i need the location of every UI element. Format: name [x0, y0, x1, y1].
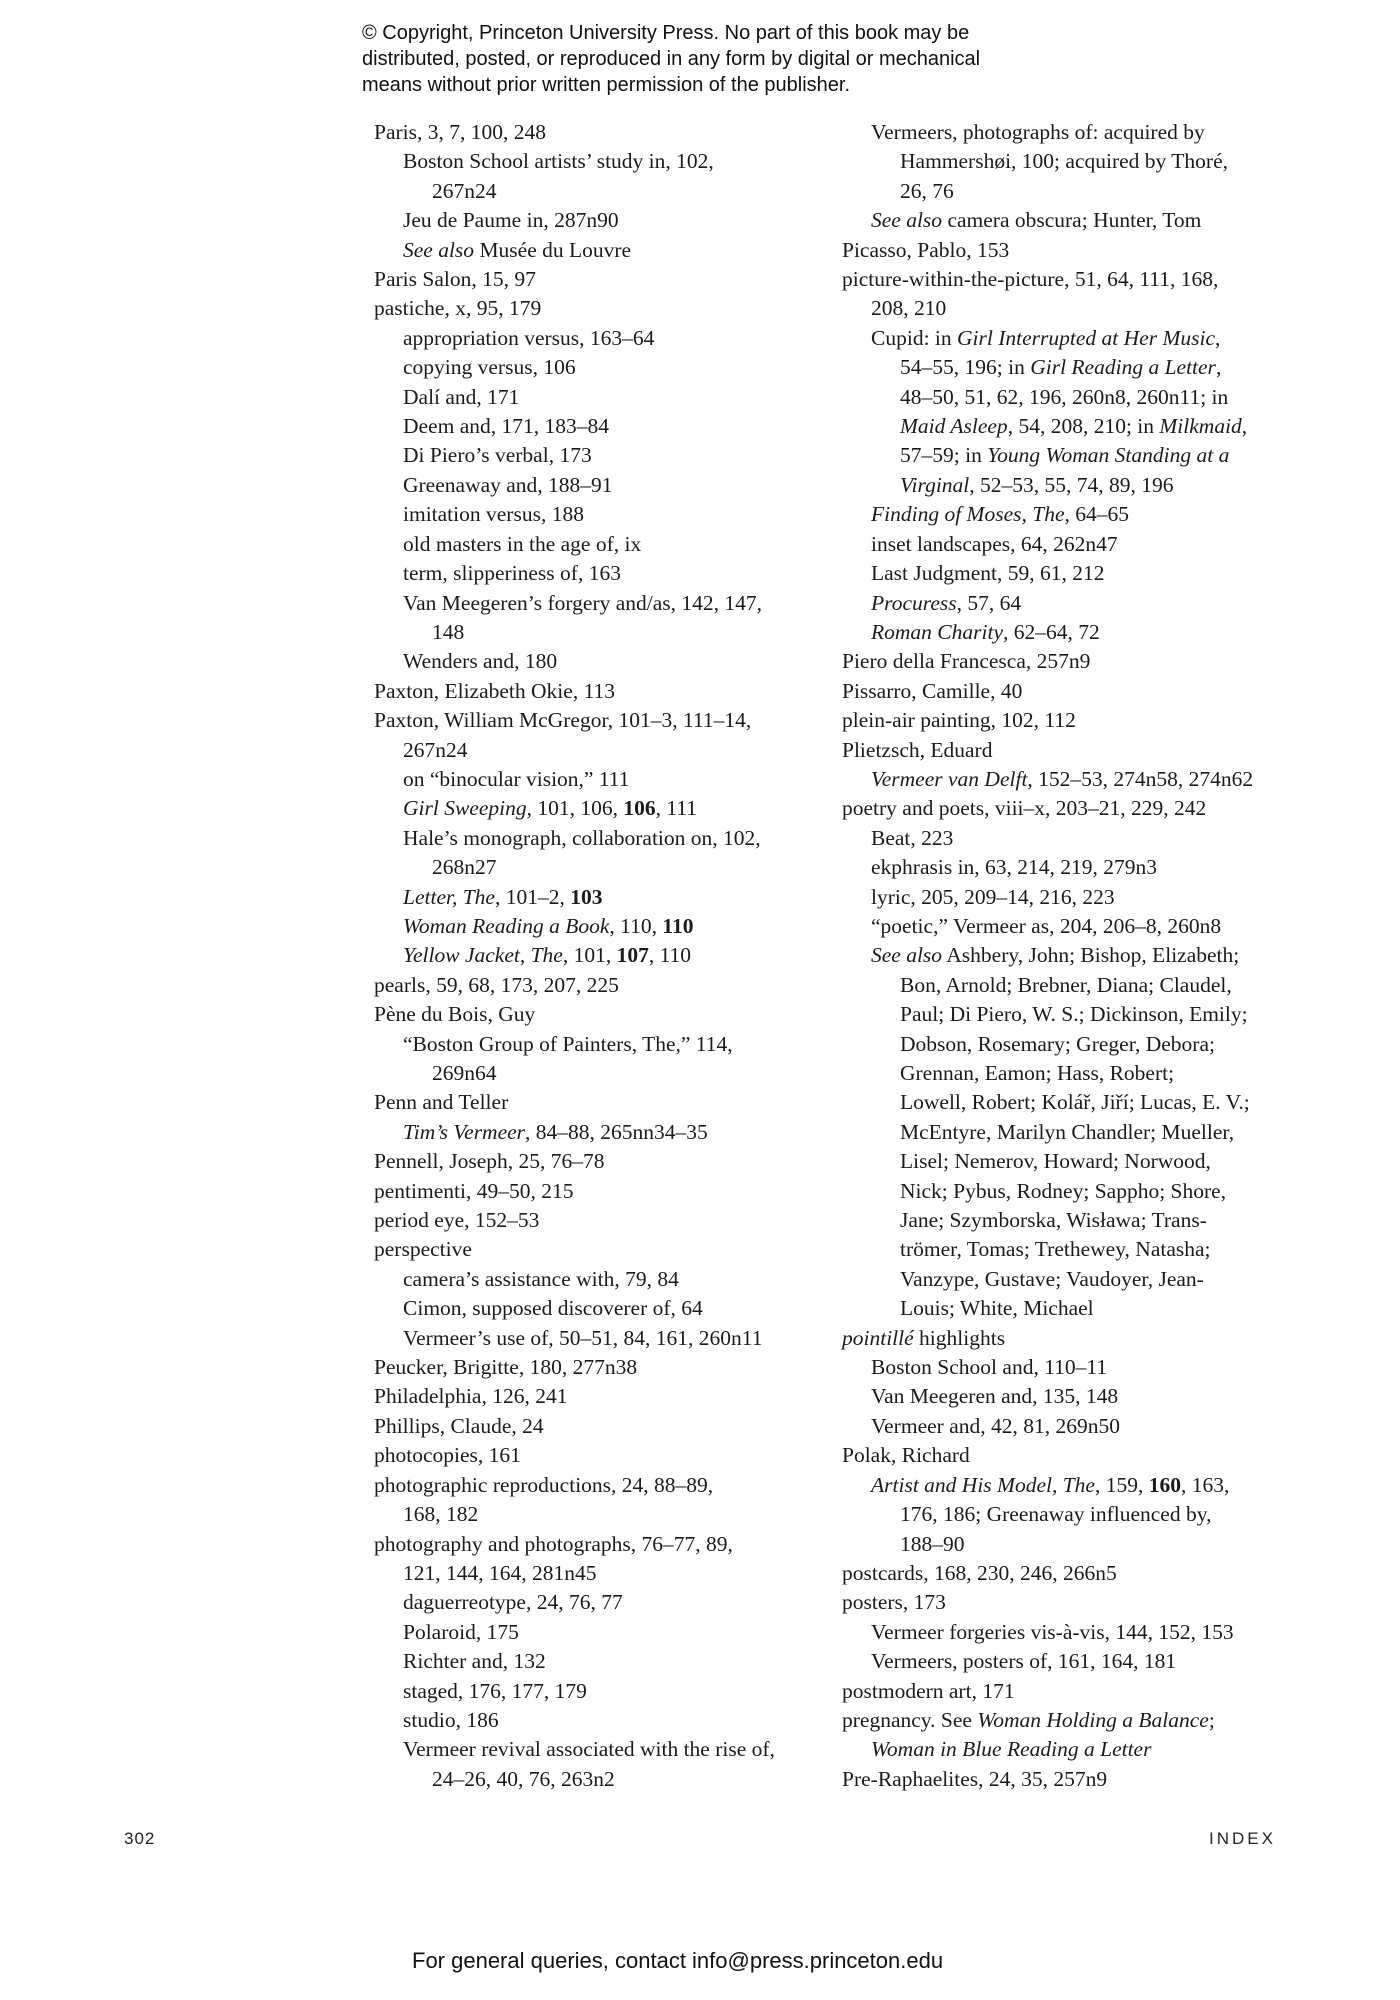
index-entry: [842, 1706, 1302, 1765]
entry-text: , 62–64, 72: [1002, 619, 1100, 644]
entry-continuation: [374, 736, 814, 765]
entry-text: trömer, Tomas; Trethewey, Natasha;: [900, 1237, 1211, 1262]
entry-text: Picasso, Pablo, 153: [842, 237, 1010, 262]
entry-text: Wenders and, 180: [403, 649, 558, 674]
index-entry: [374, 1000, 814, 1029]
entry-text: Di Piero’s verbal, 173: [403, 443, 592, 468]
entry-continuation: [871, 147, 1302, 176]
index-subentry: [842, 324, 1302, 500]
entry-text: Hammershøi, 100; acquired by Thoré,: [900, 149, 1228, 174]
entry-text: postcards, 168, 230, 246, 266n5: [842, 1560, 1117, 1585]
index-entry: [374, 1177, 814, 1206]
entry-text: ,: [1214, 325, 1221, 350]
entry-text: Jeu de Paume in, 287n90: [403, 208, 619, 233]
entry-text: Piero della Francesca, 257n9: [842, 649, 1091, 674]
entry-continuation: [403, 177, 814, 206]
entry-text: Deem and, 171, 183–84: [403, 414, 610, 439]
entry-continuation: [871, 1118, 1302, 1147]
index-subentry: [374, 383, 814, 412]
index-entry: [842, 1765, 1302, 1794]
index-subentry: [842, 824, 1302, 853]
bold-page-ref: 106: [623, 796, 656, 821]
entry-text: appropriation versus, 163–64: [403, 325, 655, 350]
entry-text: imitation versus, 188: [403, 502, 584, 527]
index-subentry: [842, 853, 1302, 882]
italic-title: See also: [871, 208, 943, 233]
entry-text: Cupid: in: [871, 325, 958, 350]
index-subentry: [374, 1265, 814, 1294]
index-entry: [374, 1147, 814, 1176]
index-entry: [374, 1471, 814, 1530]
bold-page-ref: 107: [616, 943, 649, 968]
entry-text: Dalí and, 171: [403, 384, 520, 409]
entry-text: Vermeer and, 42, 81, 269n50: [871, 1413, 1120, 1438]
entry-continuation: [871, 1088, 1302, 1117]
entry-text: poetry and poets, viii–x, 203–21, 229, 242: [842, 796, 1207, 821]
entry-text: 121, 144, 164, 281n45: [403, 1560, 597, 1585]
entry-continuation: [374, 1559, 814, 1588]
index-entry: [374, 1206, 814, 1235]
entry-text: Boston School artists’ study in, 102,: [403, 149, 714, 174]
index-entry: [842, 677, 1302, 706]
bold-page-ref: 160: [1148, 1472, 1181, 1497]
copyright-notice: [362, 20, 1082, 98]
entry-text: 26, 76: [900, 178, 954, 203]
entry-text: Pène du Bois, Guy: [374, 1002, 536, 1027]
italic-title: Woman Reading a Book: [403, 913, 610, 938]
entry-continuation: [403, 618, 814, 647]
entry-text: Hale’s monograph, collaboration on, 102,: [403, 825, 761, 850]
entry-text: Richter and, 132: [403, 1649, 546, 1674]
entry-continuation: [842, 294, 1302, 323]
entry-text: Pennell, Joseph, 25, 76–78: [374, 1149, 605, 1174]
entry-text: perspective: [374, 1237, 472, 1262]
entry-continuation: [842, 1735, 1302, 1764]
entry-text: , 101,: [562, 943, 617, 968]
index-entry: [374, 677, 814, 706]
index-entry: [842, 265, 1302, 324]
entry-continuation: [871, 441, 1302, 470]
index-entry: [374, 1441, 814, 1470]
italic-title: Vermeer van Delft: [871, 766, 1028, 791]
entry-continuation: [871, 1206, 1302, 1235]
entry-text: , 101, 106,: [526, 796, 624, 821]
entry-text: plein-air painting, 102, 112: [842, 708, 1076, 733]
entry-text: Vermeer revival associated with the rise of,: [403, 1737, 775, 1762]
entry-text: ,: [1241, 414, 1248, 439]
index-entry: [842, 1559, 1302, 1588]
entry-text: , 52–53, 55, 74, 89, 196: [969, 472, 1174, 497]
index-subentry: [374, 500, 814, 529]
entry-text: Phillips, Claude, 24: [374, 1413, 544, 1438]
index-entry: [842, 794, 1302, 823]
italic-title: Yellow Jacket, The: [403, 943, 563, 968]
italic-title: Maid Asleep: [900, 414, 1008, 439]
entry-text: highlights: [913, 1325, 1006, 1350]
entry-text: Polaroid, 175: [403, 1619, 519, 1644]
index-subentry: [374, 765, 814, 794]
entry-text: Boston School and, 110–11: [871, 1355, 1108, 1380]
entry-text: “poetic,” Vermeer as, 204, 206–8, 260n8: [871, 913, 1222, 938]
index-subentry: [374, 1618, 814, 1647]
entry-text: Van Meegeren’s forgery and/as, 142, 147,: [403, 590, 763, 615]
entry-continuation: [871, 1030, 1302, 1059]
index-entry: [842, 1677, 1302, 1706]
index-subentry: [374, 1706, 814, 1735]
index-entry: [374, 294, 814, 323]
index-subentry: [842, 1471, 1302, 1559]
entry-continuation: [871, 1530, 1302, 1559]
index-subentry: [374, 1324, 814, 1353]
index-entry: [842, 1441, 1302, 1470]
italic-title: See also: [403, 237, 475, 262]
index-subentry: [842, 1647, 1302, 1676]
entry-text: pearls, 59, 68, 173, 207, 225: [374, 972, 619, 997]
entry-text: term, slipperiness of, 163: [403, 561, 621, 586]
index-entry: [374, 971, 814, 1000]
entry-text: Paxton, Elizabeth Okie, 113: [374, 678, 616, 703]
entry-continuation: [871, 412, 1302, 441]
entry-text: Beat, 223: [871, 825, 954, 850]
entry-text: 54–55, 196; in: [900, 355, 1031, 380]
italic-title: Artist and His Model, The: [871, 1472, 1095, 1497]
index-subentry: [842, 765, 1302, 794]
entry-text: 176, 186; Greenaway influenced by,: [900, 1502, 1212, 1527]
bold-page-ref: 110: [662, 913, 694, 938]
entry-text: Jane; Szymborska, Wisława; Trans-: [900, 1208, 1207, 1233]
entry-text: Paris Salon, 15, 97: [374, 267, 536, 292]
index-subentry: [374, 883, 814, 912]
index-entry: [374, 706, 814, 765]
entry-continuation: [871, 353, 1302, 382]
entry-text: Paris, 3, 7, 100, 248: [374, 120, 546, 144]
entry-text: Cimon, supposed discoverer of, 64: [403, 1296, 703, 1321]
entry-text: 188–90: [900, 1531, 965, 1556]
entry-continuation: [403, 1765, 814, 1794]
entry-text: McEntyre, Marilyn Chandler; Mueller,: [900, 1119, 1235, 1144]
italic-title: Woman in Blue Reading a Letter: [871, 1737, 1152, 1762]
entry-text: Vermeers, photographs of: acquired by: [871, 120, 1205, 144]
italic-title: Virginal: [900, 472, 970, 497]
entry-text: , 57, 64: [956, 590, 1022, 615]
entry-text: Louis; White, Michael: [900, 1296, 1094, 1321]
index-subentry: [842, 118, 1302, 206]
entry-text: 267n24: [403, 737, 468, 762]
italic-title: Girl Reading a Letter: [1030, 355, 1216, 380]
entry-text: 267n24: [432, 178, 497, 203]
entry-continuation: [871, 471, 1302, 500]
entry-text: Lowell, Robert; Kolář, Jiří; Lucas, E. V.;: [900, 1090, 1250, 1115]
index-entry: [374, 118, 814, 147]
entry-continuation: [403, 1059, 814, 1088]
index-subentry: [374, 941, 814, 970]
entry-text: inset landscapes, 64, 262n47: [871, 531, 1118, 556]
entry-text: old masters in the age of, ix: [403, 531, 642, 556]
entry-continuation: [374, 1500, 814, 1529]
entry-continuation: [403, 853, 814, 882]
entry-text: , 159,: [1094, 1472, 1149, 1497]
entry-text: Plietzsch, Eduard: [842, 737, 993, 762]
index-entry: [842, 1324, 1302, 1353]
index-subentry: [842, 206, 1302, 235]
index-subentry: [842, 1412, 1302, 1441]
copyright-line: distributed, posted, or reproduced in any form by digital or mechanical: [362, 48, 981, 70]
entry-text: pentimenti, 49–50, 215: [374, 1178, 574, 1203]
entry-text: photography and photographs, 76–77, 89,: [374, 1531, 733, 1556]
entry-text: Dobson, Rosemary; Greger, Debora;: [900, 1031, 1215, 1056]
bold-page-ref: 103: [570, 884, 603, 909]
copyright-line: means without prior written permission of the publisher.: [362, 74, 851, 96]
index-entry: [374, 1412, 814, 1441]
index-subentry: [842, 618, 1302, 647]
index-subentry: [374, 147, 814, 206]
copyright-line: © Copyright, Princeton University Press. No part of this book may be: [362, 22, 970, 44]
index-entry: [374, 1353, 814, 1382]
entry-text: photocopies, 161: [374, 1443, 521, 1468]
entry-text: Last Judgment, 59, 61, 212: [871, 561, 1105, 586]
index-subentry: [374, 1735, 814, 1794]
entry-continuation: [871, 1294, 1302, 1323]
entry-text: 24–26, 40, 76, 263n2: [432, 1766, 615, 1791]
entry-text: camera’s assistance with, 79, 84: [403, 1266, 679, 1291]
entry-text: camera obscura; Hunter, Tom: [942, 208, 1202, 233]
index-subentry: [374, 589, 814, 648]
entry-text: ekphrasis in, 63, 214, 219, 279n3: [871, 855, 1158, 880]
index-subentry: [374, 647, 814, 676]
entry-text: period eye, 152–53: [374, 1208, 540, 1233]
entry-text: Pre-Raphaelites, 24, 35, 257n9: [842, 1766, 1108, 1791]
entry-text: Musée du Louvre: [474, 237, 632, 262]
entry-text: ,: [1215, 355, 1222, 380]
index-entry: [842, 236, 1302, 265]
index-subentry: [374, 206, 814, 235]
entry-text: “Boston Group of Painters, The,” 114,: [403, 1031, 733, 1056]
entry-text: 48–50, 51, 62, 196, 260n8, 260n11; in: [900, 384, 1229, 409]
page-number: 302: [124, 1829, 156, 1848]
entry-text: 148: [432, 619, 465, 644]
italic-title: Young Woman Standing at a: [987, 443, 1230, 468]
entry-text: Bon, Arnold; Brebner, Diana; Claudel,: [900, 972, 1232, 997]
entry-text: Paul; Di Piero, W. S.; Dickinson, Emily;: [900, 1002, 1248, 1027]
index-subentry: [374, 353, 814, 382]
index-subentry: [842, 1353, 1302, 1382]
index-subentry: [842, 941, 1302, 1323]
index-subentry: [374, 236, 814, 265]
entry-text: pregnancy. See: [842, 1707, 978, 1732]
index-subentry: [842, 559, 1302, 588]
index-subentry: [374, 471, 814, 500]
index-subentry: [374, 1294, 814, 1323]
index-entry: [842, 706, 1302, 735]
index-subentry: [374, 794, 814, 823]
entry-text: Penn and Teller: [374, 1090, 509, 1115]
entry-continuation: [871, 177, 1302, 206]
index-subentry: [374, 1118, 814, 1147]
entry-text: Greenaway and, 188–91: [403, 472, 613, 497]
entry-text: Vanzype, Gustave; Vaudoyer, Jean-: [900, 1266, 1204, 1291]
entry-text: Pissarro, Camille, 40: [842, 678, 1023, 703]
entry-text: studio, 186: [403, 1707, 499, 1732]
index-subentry: [842, 1618, 1302, 1647]
entry-text: copying versus, 106: [403, 355, 576, 380]
index-subentry: [374, 824, 814, 883]
italic-title: Finding of Moses, The: [871, 502, 1065, 527]
italic-title: Woman Holding a Balance: [977, 1707, 1209, 1732]
entry-text: 268n27: [432, 855, 497, 880]
entry-text: picture-within-the-picture, 51, 64, 111, 168,: [842, 267, 1219, 292]
entry-text: Grennan, Eamon; Hass, Robert;: [900, 1061, 1175, 1085]
entry-text: Philadelphia, 126, 241: [374, 1384, 568, 1409]
entry-text: Peucker, Brigitte, 180, 277n38: [374, 1355, 638, 1380]
italic-title: Girl Interrupted at Her Music: [957, 325, 1215, 350]
index-entry: [842, 736, 1302, 765]
entry-text: photographic reproductions, 24, 88–89,: [374, 1472, 714, 1497]
entry-text: 269n64: [432, 1061, 497, 1085]
entry-text: Vermeers, posters of, 161, 164, 181: [871, 1649, 1177, 1674]
index-column-right: [842, 118, 1302, 1794]
entry-text: , 54, 208, 210; in: [1007, 414, 1160, 439]
index-subentry: [842, 500, 1302, 529]
entry-text: on “binocular vision,” 111: [403, 766, 630, 791]
italic-title: Procuress: [871, 590, 957, 615]
index-subentry: [374, 324, 814, 353]
index-subentry: [374, 559, 814, 588]
entry-text: 208, 210: [871, 296, 947, 321]
entry-continuation: [871, 1235, 1302, 1264]
entry-continuation: [871, 1177, 1302, 1206]
entry-text: ;: [1208, 1707, 1215, 1732]
entry-text: staged, 176, 177, 179: [403, 1678, 587, 1703]
entry-text: pastiche, x, 95, 179: [374, 296, 542, 321]
entry-text: , 64–65: [1064, 502, 1129, 527]
index-entry: [374, 265, 814, 294]
italic-title: See also: [871, 943, 943, 968]
italic-title: Letter, The: [403, 884, 495, 909]
entry-text: , 163,: [1180, 1472, 1230, 1497]
index-subentry: [842, 883, 1302, 912]
index-subentry: [842, 1382, 1302, 1411]
footer-contact: For general queries, contact info@press.princeton.edu: [412, 1948, 944, 1973]
entry-continuation: [871, 383, 1302, 412]
italic-title: pointillé: [842, 1325, 914, 1350]
index-subentry: [374, 1677, 814, 1706]
index-subentry: [842, 530, 1302, 559]
entry-text: , 111: [655, 796, 698, 821]
index-entry: [842, 1588, 1302, 1617]
index-subentry: [374, 530, 814, 559]
entry-text: Vermeer forgeries vis-à-vis, 144, 152, 153: [871, 1619, 1234, 1644]
entry-text: postmodern art, 171: [842, 1678, 1015, 1703]
index-subentry: [374, 1647, 814, 1676]
index-entry: [374, 1382, 814, 1411]
entry-text: posters, 173: [842, 1590, 946, 1615]
index-subentry: [842, 912, 1302, 941]
entry-continuation: [871, 1265, 1302, 1294]
index-entry: [374, 1235, 814, 1264]
index-entry: [842, 647, 1302, 676]
italic-title: Milkmaid: [1159, 414, 1242, 439]
running-head: INDEX: [1209, 1829, 1276, 1848]
entry-text: Vermeer’s use of, 50–51, 84, 161, 260n11: [403, 1325, 763, 1350]
entry-continuation: [871, 1147, 1302, 1176]
entry-text: , 84–88, 265nn34–35: [525, 1119, 708, 1144]
index-column-left: [374, 118, 814, 1794]
entry-text: , 101–2,: [494, 884, 571, 909]
italic-title: Tim’s Vermeer: [403, 1119, 526, 1144]
entry-continuation: [871, 1000, 1302, 1029]
entry-text: daguerreotype, 24, 76, 77: [403, 1590, 623, 1615]
italic-title: Girl Sweeping: [403, 796, 527, 821]
index-subentry: [374, 441, 814, 470]
entry-text: Nick; Pybus, Rodney; Sappho; Shore,: [900, 1178, 1227, 1203]
entry-text: Ashbery, John; Bishop, Elizabeth;: [942, 943, 1240, 968]
entry-text: 168, 182: [403, 1502, 479, 1527]
index-subentry: [374, 1030, 814, 1089]
italic-title: Roman Charity: [871, 619, 1003, 644]
entry-text: lyric, 205, 209–14, 216, 223: [871, 884, 1115, 909]
entry-text: , 110: [648, 943, 692, 968]
entry-text: Paxton, William McGregor, 101–3, 111–14,: [374, 708, 752, 733]
entry-text: 57–59; in: [900, 443, 988, 468]
index-subentry: [842, 589, 1302, 618]
index-subentry: [374, 412, 814, 441]
index-subentry: [374, 912, 814, 941]
index-entry: [374, 1530, 814, 1589]
index-subentry: [374, 1588, 814, 1617]
entry-text: , 152–53, 274n58, 274n62: [1027, 766, 1254, 791]
entry-continuation: [871, 1059, 1302, 1088]
index-entry: [374, 1088, 814, 1117]
entry-text: Lisel; Nemerov, Howard; Norwood,: [900, 1149, 1211, 1174]
entry-continuation: [871, 1500, 1302, 1529]
entry-continuation: [871, 971, 1302, 1000]
entry-text: Polak, Richard: [842, 1443, 970, 1468]
entry-text: , 110,: [609, 913, 663, 938]
entry-text: Van Meegeren and, 135, 148: [871, 1384, 1119, 1409]
